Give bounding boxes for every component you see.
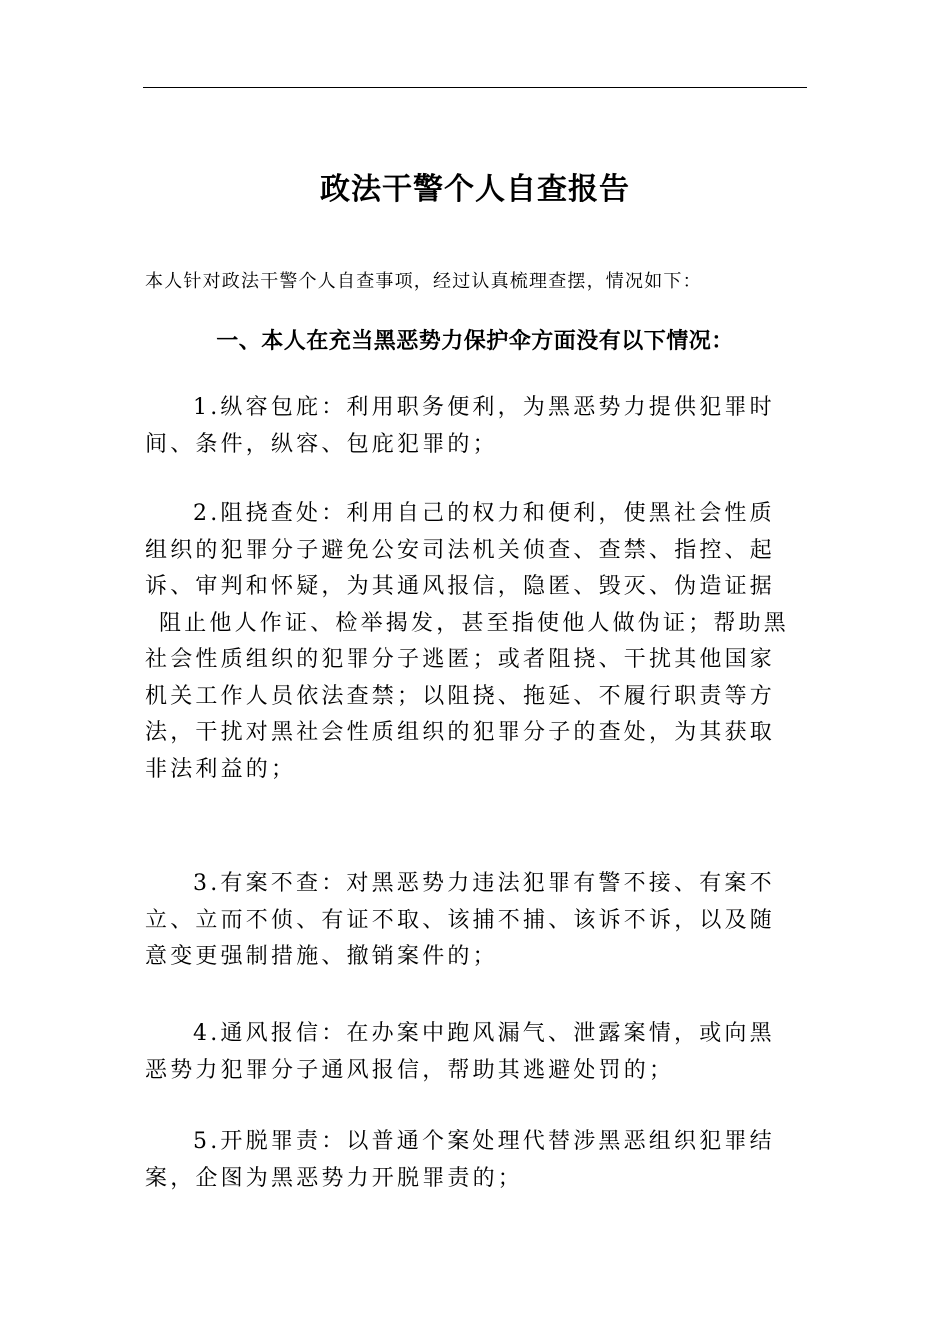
paragraph-line: 诉、审判和怀疑，为其通风报信，隐匿、毁灭、伪造证据	[145, 574, 776, 599]
paragraph-line: 恶势力犯罪分子通风报信，帮助其逃避处罚的；	[145, 1057, 675, 1083]
paragraph-line: 5.开脱罪责：以普通个案处理代替涉黑恶组织犯罪结	[193, 1129, 775, 1154]
header-rule	[143, 87, 807, 88]
paragraph-line: 非法利益的；	[145, 756, 297, 782]
paragraph-line: 意变更强制措施、撤销案件的；	[145, 944, 498, 969]
intro-paragraph: 本人针对政法干警个人自查事项，经过认真梳理查摆，情况如下：	[145, 271, 702, 292]
paragraph-line: 4.通风报信：在办案中跑风漏气、泄露案情，或向黑	[193, 1021, 775, 1046]
list-item-4	[145, 1016, 809, 1089]
list-item-3	[145, 866, 809, 976]
paragraph-line: 立、立而不侦、有证不取、该捕不捕、该诉不诉，以及随	[145, 907, 776, 933]
paragraph-line: 阻止他人作证、检举揭发，甚至指使他人做伪证；帮助黑	[159, 610, 790, 636]
paragraph-line: 案，企图为黑恶势力开脱罪责的；	[145, 1165, 524, 1191]
document-title: 政法干警个人自查报告	[320, 172, 630, 207]
list-item-5	[145, 1124, 809, 1197]
paragraph-line: 2.阻挠查处：利用自己的权力和便利，使黑社会性质	[193, 501, 775, 526]
paragraph-line: 3.有案不查：对黑恶势力违法犯罪有警不接、有案不	[193, 871, 775, 896]
list-item-2	[145, 496, 809, 788]
section-heading: 一、本人在充当黑恶势力保护伞方面没有以下情况：	[216, 329, 734, 354]
paragraph-line: 法，干扰对黑社会性质组织的犯罪分子的查处，为其获取	[145, 720, 776, 745]
paragraph-line: 间、条件，纵容、包庇犯罪的；	[145, 431, 498, 457]
paragraph-line: 组织的犯罪分子避免公安司法机关侦查、查禁、指控、起	[145, 537, 776, 563]
paragraph-line: 机关工作人员依法查禁；以阻挠、拖延、不履行职责等方	[145, 683, 776, 709]
list-item-1	[145, 390, 809, 463]
paragraph-line: 1.纵容包庇：利用职务便利，为黑恶势力提供犯罪时	[193, 395, 775, 420]
paragraph-line: 社会性质组织的犯罪分子逃匿；或者阻挠、干扰其他国家	[145, 647, 776, 672]
